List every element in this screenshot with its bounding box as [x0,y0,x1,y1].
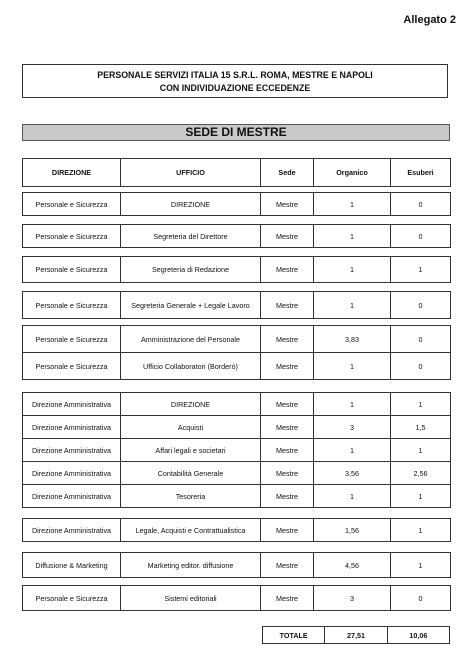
table-row [23,353,451,380]
cell-sede: Mestre [261,257,314,283]
cell-direzione: Direzione Amministrativa [23,416,121,439]
header-row [23,159,451,187]
row-group [22,552,451,578]
cell-esuberi: 0 [391,292,451,319]
cell-ufficio: DIREZIONE [121,193,261,216]
cell-direzione: Personale e Sicurezza [23,326,121,353]
cell-sede: Mestre [261,292,314,319]
table-row [23,553,451,578]
cell-organico: 3 [314,586,391,611]
cell-esuberi: 1 [391,439,451,462]
cell-esuberi: 1 [391,393,451,416]
cell-organico: 1 [314,393,391,416]
totals-label: TOTALE [263,627,325,644]
totals-row [262,626,450,644]
cell-direzione: Personale e Sicurezza [23,586,121,611]
cell-ufficio: Tesoreria [121,485,261,508]
cell-direzione: Personale e Sicurezza [23,193,121,216]
cell-ufficio: Segreteria Generale + Legale Lavoro [121,292,261,319]
cell-sede: Mestre [261,393,314,416]
cell-direzione: Personale e Sicurezza [23,353,121,380]
cell-organico: 1,56 [314,519,391,542]
cell-esuberi: 2,56 [391,462,451,485]
cell-ufficio: Legale, Acquisti e Contrattualistica [121,519,261,542]
table-row [23,439,451,462]
table-row [23,257,451,283]
cell-esuberi: 1 [391,257,451,283]
cell-direzione: Direzione Amministrativa [23,393,121,416]
row-group [22,518,451,542]
table-row [23,193,451,216]
row-group [22,192,451,216]
header-ufficio: UFFICIO [121,159,261,187]
table-row [23,225,451,248]
cell-esuberi: 1 [391,519,451,542]
cell-esuberi: 0 [391,326,451,353]
cell-ufficio: Segreteria del Direttore [121,225,261,248]
table-row [23,292,451,319]
cell-organico: 4,56 [314,553,391,578]
table-row [23,326,451,353]
cell-ufficio: Sistemi editoriali [121,586,261,611]
cell-organico: 3,83 [314,326,391,353]
totals-organico: 27,51 [325,627,387,644]
cell-esuberi: 0 [391,193,451,216]
cell-ufficio: Segreteria di Redazione [121,257,261,283]
header-direzione: DIREZIONE [23,159,121,187]
cell-organico: 1 [314,257,391,283]
cell-sede: Mestre [261,519,314,542]
cell-sede: Mestre [261,193,314,216]
cell-ufficio: Marketing editor. diffusione [121,553,261,578]
cell-organico: 3,56 [314,462,391,485]
cell-ufficio: Amministrazione del Personale [121,326,261,353]
cell-sede: Mestre [261,439,314,462]
cell-esuberi: 1 [391,553,451,578]
cell-organico: 1 [314,225,391,248]
attachment-label: Allegato 2 [403,14,456,26]
cell-esuberi: 0 [391,353,451,380]
table-row [23,519,451,542]
cell-direzione: Personale e Sicurezza [23,292,121,319]
cell-esuberi: 0 [391,225,451,248]
header-esuberi: Esuberi [391,159,451,187]
totals-esuberi: 10,06 [387,627,449,644]
sede-banner: SEDE DI MESTRE [22,124,450,141]
cell-ufficio: Ufficio Collaboratori (Borderò) [121,353,261,380]
cell-organico: 1 [314,439,391,462]
cell-esuberi: 1,5 [391,416,451,439]
cell-organico: 1 [314,485,391,508]
cell-sede: Mestre [261,416,314,439]
cell-organico: 1 [314,353,391,380]
cell-organico: 3 [314,416,391,439]
cell-direzione: Direzione Amministrativa [23,485,121,508]
row-group [22,585,451,611]
cell-direzione: Diffusione & Marketing [23,553,121,578]
table-row [23,586,451,611]
row-group [22,392,451,508]
row-group [22,256,451,283]
document-title [22,64,448,98]
cell-ufficio: DIREZIONE [121,393,261,416]
cell-esuberi: 0 [391,586,451,611]
cell-ufficio: Contabilità Generale [121,462,261,485]
cell-sede: Mestre [261,225,314,248]
cell-ufficio: Affari legali e societari [121,439,261,462]
table-row [23,416,451,439]
header-organico: Organico [314,159,391,187]
table-row [23,393,451,416]
table-row [23,485,451,508]
cell-organico: 1 [314,292,391,319]
cell-direzione: Direzione Amministrativa [23,519,121,542]
cell-direzione: Direzione Amministrativa [23,439,121,462]
title-line-2: CON INDIVIDUAZIONE ECCEDENZE [159,83,311,93]
cell-direzione: Personale e Sicurezza [23,225,121,248]
table-header [22,158,451,187]
title-line-1: PERSONALE SERVIZI ITALIA 15 S.R.L. ROMA, MESTRE E NAPOLI [97,70,373,80]
cell-sede: Mestre [261,586,314,611]
table-row [23,462,451,485]
row-group [22,291,451,319]
cell-sede: Mestre [261,553,314,578]
cell-direzione: Direzione Amministrativa [23,462,121,485]
cell-organico: 1 [314,193,391,216]
cell-sede: Mestre [261,326,314,353]
cell-direzione: Personale e Sicurezza [23,257,121,283]
cell-sede: Mestre [261,353,314,380]
cell-ufficio: Acquisti [121,416,261,439]
row-group [22,325,451,380]
header-sede: Sede [261,159,314,187]
cell-sede: Mestre [261,462,314,485]
row-group [22,224,451,248]
cell-esuberi: 1 [391,485,451,508]
cell-sede: Mestre [261,485,314,508]
